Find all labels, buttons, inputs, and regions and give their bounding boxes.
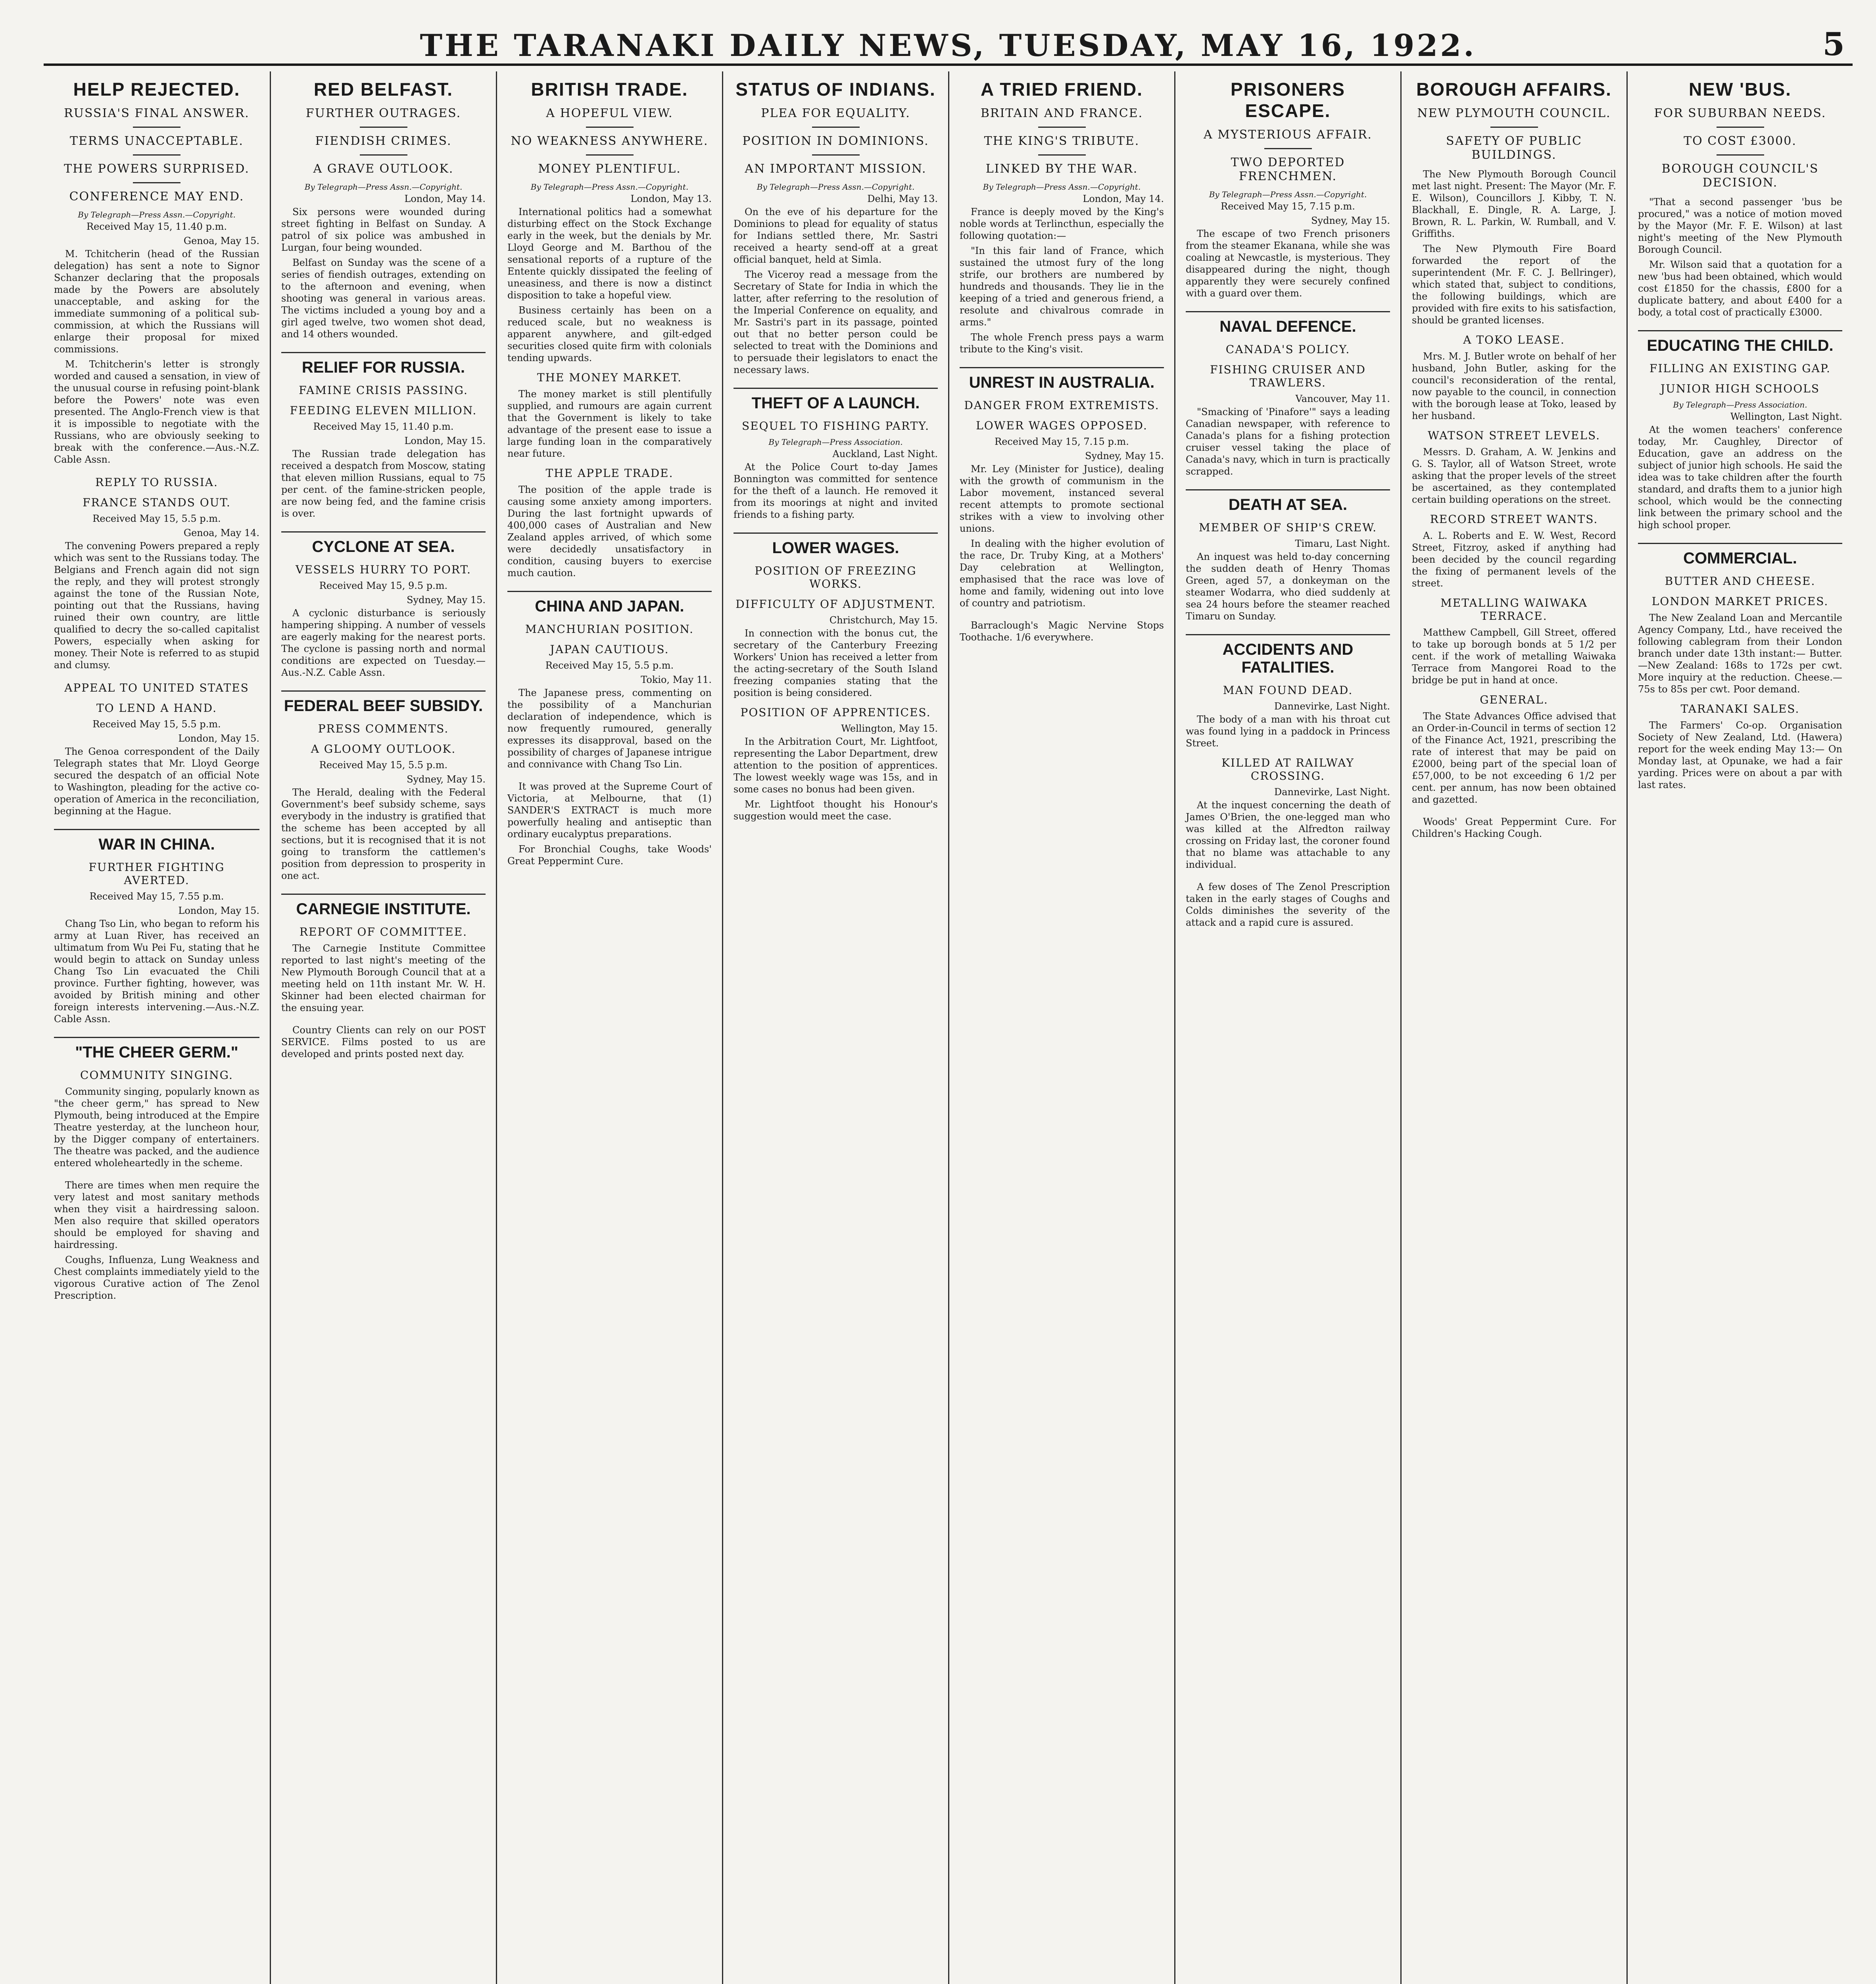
paragraph: The Genoa correspondent of the Daily Telegraph states that Mr. Lloyd George secured the despatch of an official Note to Washington, pleading for the active co-operation of America in the reconciliation, beginning at the Hague. <box>54 746 259 817</box>
divider <box>586 154 634 156</box>
paragraph: "Smacking of 'Pinafore'" says a leading Canadian newspaper, with reference to Canada's plans for a fishing protection cruiser vessel taking the place of Canada's navy, which in turn is practically scrapped. <box>1186 406 1390 477</box>
divider <box>133 154 180 156</box>
paragraph: Messrs. D. Graham, A. W. Jenkins and G. S. Taylor, all of Watson Street, wrote asking that the proper levels of the street be ascertained, as they contemplated certain building operations on the street. <box>1412 446 1616 505</box>
paragraph: The New Plymouth Fire Board forwarded the report of the superintendent (Mr. F. C. J. Bellringer), which stated that, subject to conditions, the following buildings, which are provided with fire exits to his satisfaction, should be granted licenses. <box>1412 243 1616 326</box>
ad-text: For Bronchial Coughs, take Woods' Great Peppermint Cure. <box>507 844 712 867</box>
section-headline: RELIEF FOR RUSSIA. <box>281 352 486 377</box>
article-cheer-germ <box>54 1037 259 1169</box>
ad-text: Barraclough's Magic Nervine Stops Toothache. 1/6 everywhere. <box>960 620 1164 643</box>
paragraph: Six persons were wounded during street fighting in Belfast on Sunday. A patrol of six police was ambushed in Lurgan, four being wounded. <box>281 206 486 253</box>
deck: THE KING'S TRIBUTE. <box>984 134 1140 148</box>
article-cyclone <box>281 531 486 679</box>
article-reply-to-russia <box>54 476 259 671</box>
advertisement <box>54 1179 259 1302</box>
subhead: LOWER WAGES OPPOSED. <box>976 419 1148 432</box>
deck: AN IMPORTANT MISSION. <box>745 162 927 176</box>
paragraph: The New Plymouth Borough Council met last night. Present: The Mayor (Mr. F. E. Wilson), Councillors J. Kibby, T. N. Blackhall, E. Dingle, R. A. Large, J. Brown, R. L. Parkin, W. Rumball, and V. Griffiths. <box>1412 169 1616 239</box>
dateline: Genoa, May 14. <box>183 527 259 538</box>
dateline: London, May 14. <box>1083 193 1164 204</box>
section-headline: "THE CHEER GERM." <box>54 1037 259 1061</box>
headline: NEW 'BUS. <box>1689 79 1792 100</box>
received-line: Received May 15, 7.15 p.m. <box>995 436 1129 447</box>
section-headline: NAVAL DEFENCE. <box>1186 311 1390 336</box>
deck: RUSSIA'S FINAL ANSWER. <box>64 106 250 120</box>
paragraph: France is deeply moved by the King's noble words at Terlincthun, especially the following quotation:— <box>960 206 1164 241</box>
byline: By Telegraph—Press Assn.—Copyright. <box>1209 190 1367 199</box>
paragraph: At the inquest concerning the death of James O'Brien, the one-legged man who was killed at the Alfredton railway crossing on Friday last, the coroner found that no blame was attachable to any individual. <box>1186 800 1390 870</box>
subhead: CANADA'S POLICY. <box>1225 343 1350 356</box>
received-line: Received May 15, 11.40 p.m. <box>86 221 227 232</box>
dateline: Dannevirke, Last Night. <box>1274 786 1390 798</box>
received-line: Received May 15, 9.5 p.m. <box>319 580 448 591</box>
received-line: Received May 15, 5.5 p.m. <box>92 719 221 730</box>
deck: PLEA FOR EQUALITY. <box>761 106 910 120</box>
article-commercial <box>1638 543 1842 791</box>
dateline: Tokio, May 11. <box>641 674 712 685</box>
article-beef-subsidy <box>281 690 486 882</box>
section-headline: WAR IN CHINA. <box>54 829 259 854</box>
column-8 <box>1626 71 1853 1984</box>
paragraph: The position of the apple trade is causing some anxiety among importers. During the last fortnight upwards of 400,000 cases of Australian and New Zealand apples arrived, of which some were decidedly unsatisfactory in condition, causing buyers to exercise much caution. <box>507 484 712 579</box>
divider <box>1038 154 1086 156</box>
article-theft-launch <box>734 388 938 521</box>
deck: LINKED BY THE WAR. <box>985 162 1138 176</box>
dateline: Wellington, Last Night. <box>1730 411 1842 422</box>
section-headline: CYCLONE AT SEA. <box>281 531 486 556</box>
received-line: Received May 15, 5.5 p.m. <box>92 513 221 524</box>
deck: TO COST £3000. <box>1684 134 1797 148</box>
dateline: Genoa, May 15. <box>183 235 259 246</box>
paragraph: The Carnegie Institute Committee reported to last night's meeting of the New Plymouth Borough Council that at a meeting held on 11th instant Mr. W. H. Skinner had been elected chairman for the ensuing year. <box>281 943 486 1013</box>
paragraph: An inquest was held to-day concerning the sudden death of Henry Thomas Green, aged 57, a donkeyman on the steamer Wodarra, who died suddenly at sea 24 hours before the steamer reached Timaru on Sunday. <box>1186 551 1390 622</box>
headline: A TRIED FRIEND. <box>980 79 1143 100</box>
paragraph: The Farmers' Co-op. Organisation Society of New Zealand, Ltd. (Hawera) report for the week ending May 13:— On Monday last, at Opunake, we had a fair yarding. Prices were on about a par with last rates. <box>1638 720 1842 790</box>
dateline: Vancouver, May 11. <box>1295 393 1390 404</box>
divider <box>1264 148 1312 149</box>
subhead: TO LEND A HAND. <box>96 702 217 715</box>
deck: FURTHER OUTRAGES. <box>305 106 461 120</box>
paragraph: Mr. Lightfoot thought his Honour's suggestion would meet the case. <box>734 799 938 822</box>
dateline: Timaru, Last Night. <box>1295 538 1390 549</box>
paragraph: "That a second passenger 'bus be procured," was a notice of motion moved by the Mayor (Mr. F. E. Wilson) at last night's meeting of the New Plymouth Borough Council. <box>1638 196 1842 255</box>
divider <box>586 127 634 128</box>
article-tried-friend <box>960 79 1164 355</box>
subhead: FAMINE CRISIS PASSING. <box>299 384 468 397</box>
dateline: Sydney, May 15. <box>407 774 486 785</box>
paragraph: The Russian trade delegation has received a despatch from Moscow, stating that eleven million Russians, equal to 75 per cent. of the famine-stricken people, are now being fed, and the famine crisis is over. <box>281 448 486 519</box>
column-4 <box>722 71 948 1984</box>
paragraph: On the eve of his departure for the Dominions to plead for equality of status for Indians settled there, Mr. Sastri received a hearty send-off at a great official banquet, held at Simla. <box>734 206 938 265</box>
ad-text: Coughs, Influenza, Lung Weakness and Chest complaints immediately yield to the vigorous Curative action of The Zenol Prescription. <box>54 1254 259 1301</box>
subhead: TARANAKI SALES. <box>1680 702 1800 715</box>
paragraph: The Herald, dealing with the Federal Government's beef subsidy scheme, says everybody in the industry is gratified that the scheme has been accepted by all sections, but it is recognised that it is not going to transform the cattlemen's position from depression to prosperity in one act. <box>281 787 486 881</box>
dateline: Dannevirke, Last Night. <box>1274 701 1390 712</box>
dateline: London, May 15. <box>404 435 486 446</box>
paragraph: The whole French press pays a warm tribute to the King's visit. <box>960 332 1164 355</box>
headline: BRITISH TRADE. <box>531 79 688 100</box>
subhead: THE APPLE TRADE. <box>545 467 674 480</box>
advertisement <box>960 619 1164 643</box>
subhead: DIFFICULTY OF ADJUSTMENT. <box>735 598 936 611</box>
paragraph: In dealing with the higher evolution of the race, Dr. Truby King, at a Mothers' Day celebration at Wellington, emphasised that the race was love of home and family, widening out into love of country and patriotism. <box>960 538 1164 609</box>
subhead: POSITION OF APPRENTICES. <box>740 706 931 719</box>
subhead: VESSELS HURRY TO PORT. <box>296 563 471 576</box>
subhead: POSITION OF FREEZING WORKS. <box>755 564 917 590</box>
article-naval-defence <box>1186 311 1390 477</box>
article-death-at-sea <box>1186 489 1390 622</box>
dateline: London, May 13. <box>630 193 712 204</box>
ad-text: A few doses of The Zenol Prescription taken in the early stages of Coughs and Colds diminishes the severity of the attack and a rapid cure is assured. <box>1186 881 1390 928</box>
article-red-belfast <box>281 79 486 340</box>
received-line: Received May 15, 11.40 p.m. <box>313 421 454 432</box>
deck: BOROUGH COUNCIL'S DECISION. <box>1661 162 1819 190</box>
paragraph: The body of a man with his throat cut was found lying in a paddock in Princess Street. <box>1186 714 1390 749</box>
article-status-of-indians <box>734 79 938 376</box>
deck: POSITION IN DOMINIONS. <box>742 134 929 148</box>
column-1 <box>44 71 270 1984</box>
ad-text: There are times when men require the very latest and most sanitary methods when they visit a hairdressing saloon. Men also require that skilled operators should be employed for shaving and hairdressing. <box>54 1180 259 1250</box>
subhead: FISHING CRUISER AND TRAWLERS. <box>1210 363 1366 389</box>
column-2 <box>270 71 496 1984</box>
deck: A MYSTERIOUS AFFAIR. <box>1204 128 1372 142</box>
subhead: THE MONEY MARKET. <box>537 371 682 384</box>
headline: BOROUGH AFFAIRS. <box>1416 79 1612 100</box>
headline: PRISONERS ESCAPE. <box>1231 79 1345 121</box>
deck: CONFERENCE MAY END. <box>69 190 244 204</box>
paragraph: Business certainly has been on a reduced scale, but no weakness is apparent anywhere, and gilt-edged securities closed quite firm with colonials tending upwards. <box>507 305 712 363</box>
dateline: Auckland, Last Night. <box>832 448 938 459</box>
byline: By Telegraph—Press Assn.—Copyright. <box>304 182 463 192</box>
article-british-trade <box>507 79 712 579</box>
column-6 <box>1174 71 1400 1984</box>
section-headline: CHINA AND JAPAN. <box>507 591 712 615</box>
article-borough-affairs <box>1412 79 1616 806</box>
article-accidents <box>1186 634 1390 871</box>
received-line: Received May 15, 7.15 p.m. <box>1221 201 1355 212</box>
section-headline: ACCIDENTS AND FATALITIES. <box>1186 634 1390 677</box>
paragraph: The convening Powers prepared a reply which was sent to the Russians today. The Belgians and French again did not sign the reply, and they will protest strongly against the tone of the Russian Note, pointing out that the Russians, having ruined their own country, are little qualified to decry the so-called capitalist Powers, especially when asking for money. Their Note is referred to as stupid and clumsy. <box>54 540 259 671</box>
divider <box>360 154 407 156</box>
dateline: Sydney, May 15. <box>407 594 486 606</box>
paragraph: Chang Tso Lin, who began to reform his army at Luan River, has received an ultimatum from Wu Pei Fu, stating that he would begin to attack on Sunday unless Chang Tso Lin evacuated the Chili province. Further fighting, however, was avoided by British mining and other foreign interests intervening.—Aus.-N.Z. Cable Assn. <box>54 918 259 1025</box>
page-number: 5 <box>1822 25 1845 63</box>
byline: By Telegraph—Press Assn.—Copyright. <box>78 210 236 219</box>
subhead: MAN FOUND DEAD. <box>1223 684 1353 697</box>
subhead: FURTHER FIGHTING AVERTED. <box>88 861 225 887</box>
article-carnegie <box>281 894 486 1014</box>
subhead: LONDON MARKET PRICES. <box>1651 595 1829 608</box>
dateline: Wellington, May 15. <box>841 723 938 734</box>
subhead: JUNIOR HIGH SCHOOLS <box>1660 382 1820 395</box>
article-appeal <box>54 681 259 817</box>
deck: TERMS UNACCEPTABLE. <box>70 134 244 148</box>
ad-text: Country Clients can rely on our POST SERVICE. Films posted to us are developed and prints posted next day. <box>281 1025 486 1059</box>
masthead-title: THE TARANAKI DAILY NEWS, TUESDAY, MAY 16, 1922. <box>420 28 1477 63</box>
subhead: A GLOOMY OUTLOOK. <box>311 742 456 756</box>
subhead: KILLED AT RAILWAY CROSSING. <box>1221 756 1354 782</box>
article-educating-child <box>1638 330 1842 531</box>
paragraph: Matthew Campbell, Gill Street, offered to take up borough bonds at 5 1/2 per cent. if the work of metalling Waiwaka Terrace from Mangorei Road to the bridge be put in hand at once. <box>1412 627 1616 686</box>
divider <box>360 127 407 128</box>
subhead: A TOKO LEASE. <box>1463 333 1565 346</box>
subhead: COMMUNITY SINGING. <box>80 1069 233 1082</box>
article-new-bus <box>1638 79 1842 318</box>
subhead: JAPAN CAUTIOUS. <box>550 643 669 656</box>
paragraph: The escape of two French prisoners from the steamer Ekanana, while she was coaling at Newcastle, is mysterious. They disappeared during the night, though apparently they were securely confined with a guard over them. <box>1186 228 1390 299</box>
deck: A HOPEFUL VIEW. <box>546 106 673 120</box>
paragraph: Community singing, popularly known as "the cheer germ," has spread to New Plymouth, being introduced at the Empire Theatre yesterday, at the luncheon hour, by the Digger company of entertainers. The theatre was packed, and the audience entered wholeheartedly in the scheme. <box>54 1086 259 1169</box>
divider <box>1717 127 1764 128</box>
paragraph: International politics had a somewhat disturbing effect on the Stock Exchange early in the week, but the denials by Mr. Lloyd George and M. Barthou of the sensational reports of a rupture of the Entente quickly dissipated the feeling of uneasiness, and there is now a distinct disposition to take a hopeful view. <box>507 206 712 301</box>
column-3 <box>496 71 722 1984</box>
paragraph: M. Tchitcherin (head of the Russian delegation) has sent a note to Signor Schanzer declaring that the proposals made by the Powers are absolutely unacceptable, and asking for the immediate summoning of a political sub-commission, at which the Russians will enlarge their proposal for mixed commissions. <box>54 248 259 355</box>
article-prisoners-escape <box>1186 79 1390 299</box>
subhead: REPORT OF COMMITTEE. <box>299 925 468 938</box>
deck: TWO DEPORTED FRENCHMEN. <box>1231 156 1345 183</box>
dateline: Sydney, May 15. <box>1085 450 1164 461</box>
subhead: FILLING AN EXISTING GAP. <box>1649 362 1831 375</box>
byline: By Telegraph—Press Assn.—Copyright. <box>757 182 915 192</box>
advertisement <box>507 781 712 867</box>
columns <box>44 71 1853 1984</box>
paragraph: Mr. Wilson said that a quotation for a new 'bus had been obtained, which would cost £1850 for the chassis, £800 for a duplicate battery, and about £400 for a body, a total cost of practically £3000. <box>1638 259 1842 318</box>
subhead: DANGER FROM EXTREMISTS. <box>964 399 1160 412</box>
masthead <box>44 16 1853 66</box>
subhead: RECORD STREET WANTS. <box>1430 513 1598 526</box>
paragraph: In the Arbitration Court, Mr. Lightfoot, representing the Labor Department, drew attention to the position of apprentices. The lowest weekly wage was 15s, and in some cases no bonus had been given. <box>734 736 938 795</box>
article-china-japan <box>507 591 712 770</box>
paragraph: The Japanese press, commenting on the possibility of a Manchurian declaration of independence, which is now frequently rumoured, generally expresses its disapproval, based on the possibility of charges of Japanese intrigue and connivance with Chang Tso Lin. <box>507 687 712 770</box>
article-help-rejected <box>54 79 259 465</box>
paragraph: The money market is still plentifully supplied, and rumours are again current that the Government is likely to take advantage of the present ease to issue a large funding loan in the comparatively near future. <box>507 388 712 459</box>
dateline: Delhi, May 13. <box>867 193 938 204</box>
divider <box>812 154 860 156</box>
section-headline: FEDERAL BEEF SUBSIDY. <box>281 690 486 715</box>
paragraph: The New Zealand Loan and Mercantile Agency Company, Ltd., have received the following cablegram from their London branch under date 13th instant:— Butter.—New Zealand: 168s to 172s per cwt. More inquiry at the reduction. Cheese.—75s to 85s per cwt. Poor demand. <box>1638 612 1842 695</box>
deck: FOR SUBURBAN NEEDS. <box>1654 106 1826 120</box>
column-7 <box>1400 71 1626 1984</box>
paragraph: Belfast on Sunday was the scene of a series of fiendish outrages, extending on to the afternoon and evening, when shooting was general in various areas. The victims included a young boy and a girl aged twelve, two women shot dead, and 14 others wounded. <box>281 257 486 340</box>
dateline: London, May 15. <box>178 905 259 916</box>
subhead: PRESS COMMENTS. <box>318 722 449 735</box>
subhead: BUTTER AND CHEESE. <box>1665 575 1816 588</box>
subhead: METALLING WAIWAKA TERRACE. <box>1440 596 1588 623</box>
headline: RED BELFAST. <box>313 79 453 100</box>
divider <box>133 127 180 128</box>
divider <box>1717 154 1764 156</box>
article-relief-russia <box>281 352 486 519</box>
deck: THE POWERS SURPRISED. <box>64 162 250 176</box>
dateline: London, May 15. <box>178 733 259 744</box>
received-line: Received May 15, 5.5 p.m. <box>319 759 448 771</box>
byline: By Telegraph—Press Assn.—Copyright. <box>983 182 1141 192</box>
deck: NO WEAKNESS ANYWHERE. <box>511 134 709 148</box>
subhead: FRANCE STANDS OUT. <box>83 496 231 509</box>
article-war-in-china <box>54 829 259 1025</box>
paragraph: A. L. Roberts and E. W. West, Record Street, Fitzroy, asked if anything had been decided by the council regarding the fixing of permanent levels of the street. <box>1412 530 1616 589</box>
paragraph: The State Advances Office advised that an Order-in-Council in terms of section 12 of the Finance Act, 1921, prescribing the rate of interest that may be paid on £2000, being part of the special loan of £57,000, to be not exceeding 6 1/2 per cent. per annum, has now been obtained and gazetted. <box>1412 711 1616 805</box>
section-headline: COMMERCIAL. <box>1638 543 1842 567</box>
subhead: SEQUEL TO FISHING PARTY. <box>741 419 930 433</box>
received-line: Received May 15, 5.5 p.m. <box>545 660 674 671</box>
deck: FIENDISH CRIMES. <box>315 134 452 148</box>
ad-text: Woods' Great Peppermint Cure. For Children's Hacking Cough. <box>1412 816 1616 839</box>
byline: By Telegraph—Press Association. <box>1673 400 1807 409</box>
section-headline: DEATH AT SEA. <box>1186 489 1390 514</box>
divider <box>812 127 860 128</box>
subhead: APPEAL TO UNITED STATES <box>64 681 249 694</box>
paragraph: The Viceroy read a message from the Secretary of State for India in which the latter, after referring to the resolution of the Imperial Conference on equality, and Mr. Sastri's part in its passage, pointed out that no better person could be selected to treat with the Dominions and to persuade their legislators to enact the necessary laws. <box>734 269 938 375</box>
paragraph: M. Tchitcherin's letter is strongly worded and caused a sensation, in view of the unusual course in refusing point-blank before the Powers' note was even presented. The Anglo-French view is that it is impossible to negotiate with the Russians, who are obviously seeking to break with the conference.—Aus.-N.Z. Cable Assn. <box>54 359 259 465</box>
headline: HELP REJECTED. <box>73 79 240 100</box>
received-line: Received May 15, 7.55 p.m. <box>89 891 224 902</box>
divider <box>1038 127 1086 128</box>
paragraph: At the Police Court to-day James Bonnington was committed for sentence for the theft of a launch. He removed it from its moorings at night and invited friends to a fishing party. <box>734 461 938 520</box>
headline: STATUS OF INDIANS. <box>735 79 936 100</box>
article-unrest-australia <box>960 367 1164 609</box>
section-headline: LOWER WAGES. <box>734 533 938 557</box>
dateline: Sydney, May 15. <box>1311 215 1390 226</box>
advertisement <box>281 1024 486 1060</box>
subhead: WATSON STREET LEVELS. <box>1427 429 1601 442</box>
paragraph: In connection with the bonus cut, the secretary of the Canterbury Freezing Workers' Union has received a letter from the acting-secretary of the South Island freezing companies stating that the position is being considered. <box>734 628 938 698</box>
article-lower-wages <box>734 533 938 822</box>
deck: A GRAVE OUTLOOK. <box>313 162 454 176</box>
subhead: MANCHURIAN POSITION. <box>525 623 694 636</box>
deck: SAFETY OF PUBLIC BUILDINGS. <box>1446 134 1582 162</box>
advertisement <box>1412 816 1616 840</box>
deck: NEW PLYMOUTH COUNCIL. <box>1417 106 1611 120</box>
subhead: FEEDING ELEVEN MILLION. <box>290 404 477 417</box>
deck: MONEY PLENTIFUL. <box>538 162 681 176</box>
section-headline: EDUCATING THE CHILD. <box>1638 330 1842 355</box>
dateline: London, May 14. <box>404 193 486 204</box>
paragraph: A cyclonic disturbance is seriously hampering shipping. A number of vessels are eagerly making for the nearest ports. The cyclone is passing north and normal conditions are expected on Tuesday.—Aus.-N.Z. Cable Assn. <box>281 608 486 678</box>
dateline: Christchurch, May 15. <box>829 615 938 626</box>
deck: BRITAIN AND FRANCE. <box>980 106 1143 120</box>
section-headline: CARNEGIE INSTITUTE. <box>281 894 486 918</box>
divider <box>133 182 180 183</box>
divider <box>1490 127 1538 128</box>
section-headline: UNREST IN AUSTRALIA. <box>960 367 1164 392</box>
paragraph: Mrs. M. J. Butler wrote on behalf of her husband, John Butler, asking for the council's reconsideration of the rental, now payable to the council, in connection with the borough lease at Toko, leased by her husband. <box>1412 351 1616 421</box>
subhead: GENERAL. <box>1480 693 1548 706</box>
subhead: MEMBER OF SHIP'S CREW. <box>1198 521 1377 534</box>
paragraph: At the women teachers' conference today, Mr. Caughley, Director of Education, gave an address on the subject of junior high schools. He said the idea was to take children after the fourth standard, and drafts them to a junior high school, which would be the connecting link between the primary school and the high school proper. <box>1638 424 1842 531</box>
ad-text: It was proved at the Supreme Court of Victoria, at Melbourne, that (1) SANDER'S EXTRACT is much more powerfully healing and antiseptic than ordinary eucalyptus preparations. <box>507 781 712 840</box>
advertisement <box>1186 881 1390 929</box>
paragraph: "In this fair land of France, which sustained the utmost fury of the long strife, our brothers are numbered by hundreds and thousands. They lie in the keeping of a tried and generous friend, a resolute and chivalrous comrade in arms." <box>960 245 1164 328</box>
subhead: REPLY TO RUSSIA. <box>95 476 218 489</box>
paragraph: Mr. Ley (Minister for Justice), dealing with the growth of communism in the Labor movement, instanced several recent attempts to promote sectional strikes with a view to involving other unions. <box>960 463 1164 534</box>
byline: By Telegraph—Press Association. <box>768 437 903 447</box>
byline: By Telegraph—Press Assn.—Copyright. <box>530 182 689 192</box>
column-5 <box>948 71 1174 1984</box>
section-headline: THEFT OF A LAUNCH. <box>734 388 938 412</box>
